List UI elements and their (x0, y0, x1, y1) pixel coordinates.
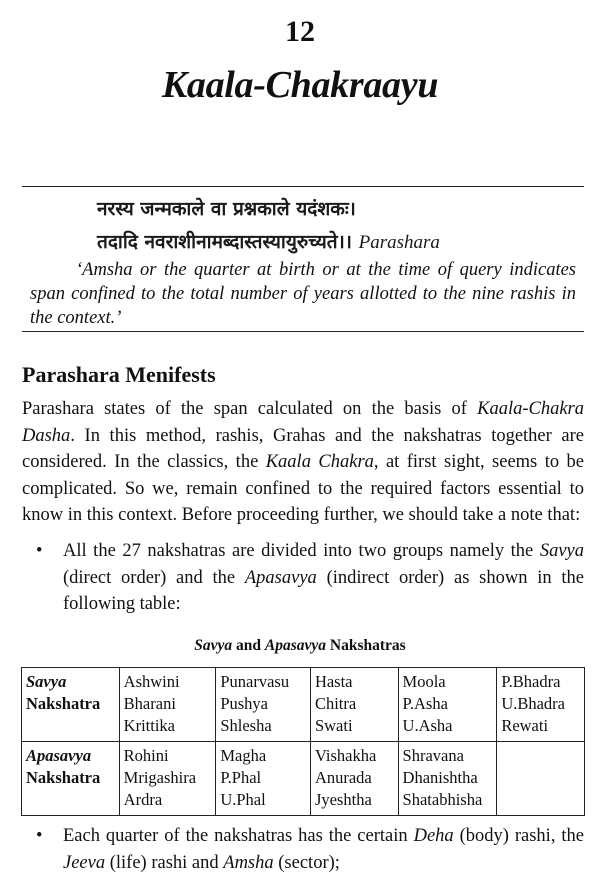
table-cell (310, 742, 398, 816)
cell-item: Shatabhisha (402, 790, 483, 809)
sanskrit-verse-line-2 (97, 229, 440, 256)
cell-item: Pushya (220, 694, 268, 713)
cell-item: Swati (314, 716, 353, 735)
row-header-italic: Apasavya (26, 746, 92, 765)
bullet-text (63, 538, 584, 618)
emphasis: Jeeva (63, 852, 106, 873)
paragraph-emphasis: Kaala-Chakra Dasha (22, 399, 584, 446)
caption-text: and (232, 637, 265, 654)
caption-italic: Savya (194, 637, 233, 654)
paragraph-text: , at first sight, seems to be complicated. So we, remain confined to the required factors essential to know in this context. Before proceeding further, we should take a note that: (22, 452, 584, 525)
divider-top (22, 186, 584, 187)
text: (direct order) and the (63, 567, 245, 588)
table-cell (497, 668, 585, 742)
cell-item: U.Asha (402, 716, 453, 735)
cell-item: Anurada (314, 768, 372, 787)
cell-item: Moola (402, 672, 446, 691)
table-cell (119, 742, 216, 816)
cell-item: Vishakha (314, 746, 377, 765)
chapter-title: Kaala-Chakraayu (161, 64, 439, 106)
cell-item: Punarvasu (220, 672, 290, 691)
divider-bottom (22, 331, 584, 332)
row-header-italic: Savya (26, 672, 67, 691)
sanskrit-verse-text: तदादि नवराशीनामब्दास्तस्यायुरुच्यते।। (97, 231, 352, 253)
cell-item: Jyeshtha (314, 790, 372, 809)
sanskrit-verse-line-1: नरस्य जन्मकाले वा प्रश्नकाले यदंशकः। (97, 198, 356, 220)
text: All the 27 nakshatras are divided into two groups namely the (63, 541, 540, 561)
row-header (22, 668, 120, 742)
table-cell-empty (497, 742, 585, 816)
table-cell (398, 668, 497, 742)
cell-item: Shravana (402, 746, 464, 765)
table-cell (216, 742, 311, 816)
cell-item: U.Phal (220, 790, 266, 809)
section-heading: Parashara Menifests (22, 362, 216, 387)
cell-item: Ashwini (123, 672, 180, 691)
emphasis: Apasavya (244, 567, 317, 588)
cell-item: Chitra (314, 694, 357, 713)
emphasis: Deha (413, 826, 454, 846)
bullet-icon: • (36, 541, 43, 561)
emphasis: Savya (539, 541, 584, 561)
chapter-number: 12 (285, 15, 315, 48)
cell-item: Bharani (123, 694, 176, 713)
row-header-text: Nakshatra (26, 768, 101, 787)
paragraph-text: . In this method, rashis, Grahas and the nakshatras together are considered. In the classics, the (22, 425, 584, 472)
cell-item: P.Phal (220, 768, 262, 787)
cell-item: Shlesha (220, 716, 272, 735)
cell-item: Magha (220, 746, 267, 765)
row-header-text: Nakshatra (26, 694, 101, 713)
bullet-item-2 (36, 823, 584, 876)
cell-item: Rohini (123, 746, 169, 765)
cell-item: U.Bhadra (501, 694, 566, 713)
row-header (22, 742, 120, 816)
table-cell (216, 668, 311, 742)
cell-item: P.Bhadra (501, 672, 561, 691)
body-paragraph (22, 396, 584, 529)
emphasis: Amsha (223, 852, 274, 873)
text: (indirect order) as shown in the following table: (63, 567, 585, 614)
cell-item: P.Asha (402, 694, 448, 713)
cell-item: Mrigashira (123, 768, 197, 787)
cell-item: Ardra (123, 790, 163, 809)
verse-translation: ‘Amsha or the quarter at birth or at the time of query indicates span confined to the total number of years allotted to the nine rashis in the context.’ (30, 260, 576, 328)
nakshatra-table (21, 667, 585, 816)
cell-item: Hasta (314, 672, 353, 691)
cell-item: Dhanishtha (402, 768, 478, 787)
table-cell (119, 668, 216, 742)
bullet-icon: • (36, 826, 43, 846)
table-cell (398, 742, 497, 816)
bullet-item-1 (36, 538, 584, 618)
caption-italic: Apasavya (264, 637, 327, 654)
cell-item: Krittika (123, 716, 175, 735)
text: (life) rashi and (105, 852, 224, 873)
verse-attribution: Parashara (358, 232, 440, 253)
bullet-text (63, 823, 584, 876)
text: (body) rashi, the (453, 826, 584, 846)
table-row-apasavya (22, 742, 585, 816)
table-row-savya (22, 668, 585, 742)
caption-text: Nakshatras (326, 637, 406, 654)
paragraph-emphasis: Kaala Chakra (265, 452, 374, 472)
text: (sector); (273, 852, 340, 873)
table-caption (0, 636, 600, 656)
text: Each quarter of the nakshatras has the certain (63, 826, 414, 846)
cell-item: Rewati (501, 716, 549, 735)
table-cell (310, 668, 398, 742)
paragraph-text: Parashara states of the span calculated on the basis of (22, 399, 478, 419)
